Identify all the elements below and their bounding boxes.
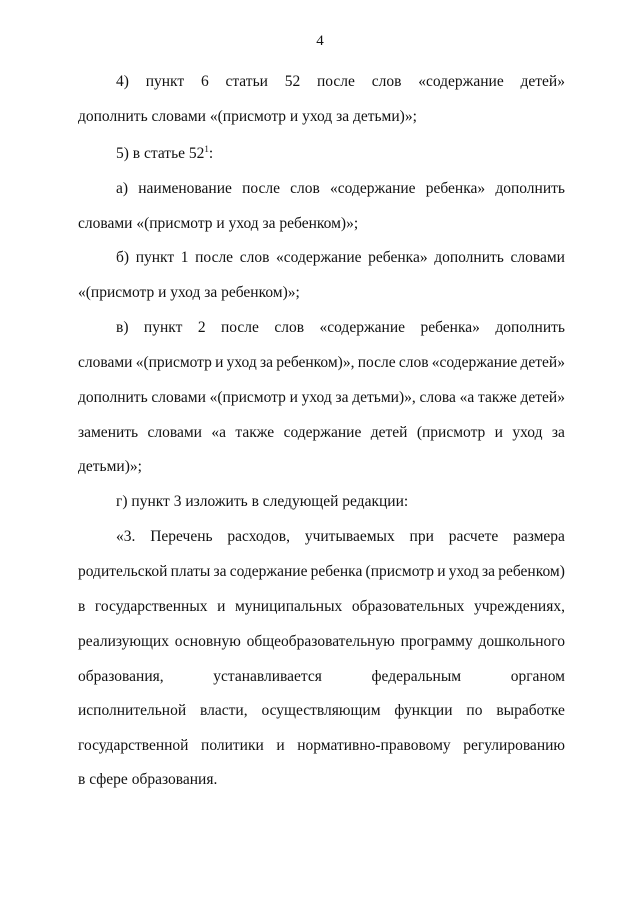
word: слов [239,249,270,266]
text-line [78,667,565,687]
word: муниципальных [234,598,343,615]
word: уход [226,354,257,371]
word: 4) [116,73,129,90]
word: размера [513,528,565,545]
word: статьи [225,73,268,90]
word: за [213,563,227,580]
word: слов [290,180,320,197]
text-line: в сфере образования. [78,771,218,788]
word: дополнить [78,389,148,406]
line-text: 5) в статье 52 [116,145,205,162]
word: детьми)», [352,389,416,406]
word: «а [459,389,475,406]
text-line [78,632,565,652]
word: «(присмотр [135,354,212,371]
word: «3. [116,528,136,545]
word: за [482,563,496,580]
text-line: дополнить словами «(присмотр и уход за детьми)»; [78,108,417,125]
text-line [78,701,565,721]
word: 52 [284,73,301,90]
word: государственной [78,737,189,754]
word: уход [301,389,332,406]
word: и [437,563,446,580]
word: политики [201,737,264,754]
word: 1 [180,249,189,266]
word: б) [116,249,130,266]
word: и [289,389,298,406]
text-line [78,597,565,617]
word: дополнить [434,249,504,266]
text-line [116,179,565,199]
word: по [466,702,483,719]
word: «(присмотр [209,389,286,406]
word: в) [116,319,129,336]
text-line: «(присмотр и уход за ребенком)»; [78,284,300,301]
page-number: 4 [316,33,324,49]
word: учитываемых [304,528,395,545]
word: федеральным [371,668,462,685]
word: в [78,598,86,615]
word: ребенком)», [276,354,355,371]
word: содержание [283,424,362,441]
text-line [78,736,565,756]
word: расходов, [227,528,290,545]
word: после [195,249,234,266]
word: исполнительной [78,702,187,719]
word: детей [370,424,408,441]
word: словами [147,424,202,441]
word: за [551,424,565,441]
text-line [116,248,565,268]
word: «содержание [330,180,416,197]
superscript: 1 [204,144,209,154]
word: наименование [138,180,232,197]
text-line [78,423,565,443]
text-line [116,144,565,164]
text-line [116,72,565,92]
text-line [78,562,565,582]
word: ребенка» [425,180,486,197]
word: также [235,424,275,441]
word: пункт [143,319,183,336]
text-line: детьми)»; [78,458,142,475]
word: и [494,424,503,441]
word: «содержание [319,319,406,336]
text-line: словами «(присмотр и уход за ребенком)»; [78,215,359,232]
word: также [478,389,517,406]
word: пункт [135,249,175,266]
word: при [409,528,434,545]
text-line [78,353,565,373]
word: после [317,73,355,90]
word: образовательных [351,598,465,615]
word: расчете [448,528,499,545]
word: содержание [229,563,308,580]
word: словами [78,354,133,371]
line-text: : [208,145,214,162]
word: и [276,737,285,754]
text-line [116,527,565,547]
text-line [116,318,565,338]
word: функции [394,702,453,719]
word: после [242,180,280,197]
word: (присмотр [416,424,486,441]
word: Перечень [150,528,213,545]
word: детей» [520,354,565,371]
word: слова [419,389,456,406]
word: пункт [145,73,185,90]
word: нормативно-правовому [297,737,451,754]
word: власти, [200,702,248,719]
word: родительской [78,563,168,580]
word: «содержание [276,249,362,266]
word: и [217,598,226,615]
word: за [335,389,349,406]
word: учреждениях, [473,598,565,615]
word: и [215,354,224,371]
word: за [259,354,273,371]
word: дополнить [495,319,565,336]
word: «содержание [431,354,518,371]
word: после [221,319,259,336]
word: «а [211,424,227,441]
word: общеобразовательную [246,633,395,650]
word: устанавливается [213,668,322,685]
text-line [78,388,565,408]
word: реализующих [78,633,169,650]
word: основную [174,633,241,650]
word: осуществляющим [261,702,381,719]
word: слов [371,73,402,90]
text-line: г) пункт 3 изложить в следующей редакции: [116,493,409,510]
word: выработке [496,702,565,719]
word: (присмотр [365,563,434,580]
word: программу [400,633,473,650]
word: ребенка» [420,319,480,336]
word: ребенком) [498,563,565,580]
word: «содержание [418,73,504,90]
word: регулированию [463,737,565,754]
word: 2 [197,319,206,336]
word: уход [512,424,543,441]
word: образования, [78,668,164,685]
word: ребенка [310,563,363,580]
word: дополнить [495,180,565,197]
word: уход [448,563,479,580]
word: органом [510,668,565,685]
word: словами [510,249,565,266]
word: ребенка» [368,249,428,266]
word: платы [170,563,211,580]
word: дошкольного [478,633,565,650]
word: детей» [520,389,565,406]
word: слов [274,319,305,336]
word: слов [398,354,429,371]
word: детей» [520,73,565,90]
word: 6 [200,73,209,90]
word: словами [151,389,206,406]
word: а) [116,180,129,197]
word: заменить [78,424,139,441]
word: после [357,354,396,371]
word: государственных [94,598,208,615]
